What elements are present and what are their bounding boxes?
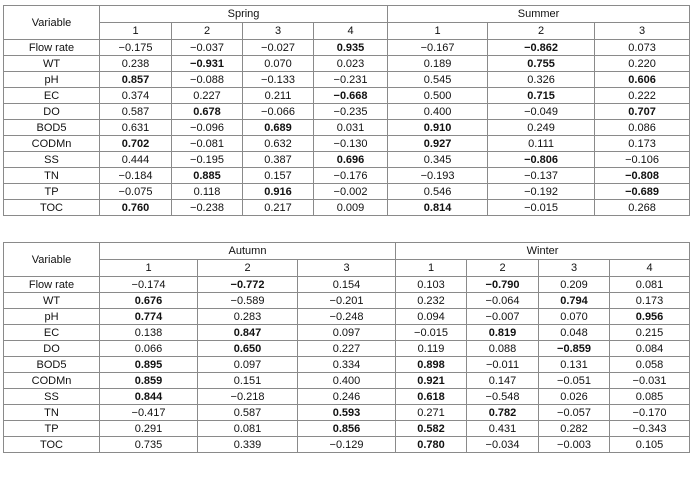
loading-cell: −0.201: [298, 293, 396, 309]
loading-cell: −0.184: [100, 168, 172, 184]
loading-cell: −0.106: [595, 152, 690, 168]
loading-cell: 0.631: [100, 120, 172, 136]
loading-cell: −0.790: [467, 277, 539, 293]
loading-cell: 0.339: [198, 437, 298, 453]
loading-cell: −0.218: [198, 389, 298, 405]
variable-label: TP: [4, 184, 100, 200]
variable-label: EC: [4, 325, 100, 341]
loading-cell: −0.031: [610, 373, 690, 389]
variable-label: TN: [4, 405, 100, 421]
loading-cell: −0.075: [100, 184, 172, 200]
spring-summer-loadings-table: [3, 5, 690, 216]
loading-cell: 0.085: [610, 389, 690, 405]
variable-label: WT: [4, 56, 100, 72]
loading-cell: −0.689: [595, 184, 690, 200]
table-row: [4, 56, 690, 72]
loading-cell: 0.819: [467, 325, 539, 341]
variable-label: CODMn: [4, 136, 100, 152]
loading-cell: 0.222: [595, 88, 690, 104]
loading-cell: 0.856: [298, 421, 396, 437]
variable-label: EC: [4, 88, 100, 104]
loading-cell: 0.189: [388, 56, 488, 72]
loading-cell: 0.111: [488, 136, 595, 152]
loading-cell: −0.088: [172, 72, 243, 88]
loading-cell: 0.066: [100, 341, 198, 357]
factor-header: 4: [314, 23, 388, 40]
factor-header: 1: [396, 260, 467, 277]
loading-cell: 0.814: [388, 200, 488, 216]
loading-cell: −0.137: [488, 168, 595, 184]
variable-label: TN: [4, 168, 100, 184]
loading-cell: −0.931: [172, 56, 243, 72]
variable-label: DO: [4, 341, 100, 357]
loading-cell: 0.582: [396, 421, 467, 437]
loading-cell: 0.755: [488, 56, 595, 72]
loading-cell: −0.064: [467, 293, 539, 309]
loading-cell: 0.157: [243, 168, 314, 184]
loading-cell: −0.862: [488, 40, 595, 56]
loading-cell: 0.326: [488, 72, 595, 88]
table-row: [4, 136, 690, 152]
loading-cell: 0.794: [539, 293, 610, 309]
loading-cell: 0.935: [314, 40, 388, 56]
loading-cell: 0.232: [396, 293, 467, 309]
loading-cell: 0.676: [100, 293, 198, 309]
loading-cell: 0.927: [388, 136, 488, 152]
loading-cell: −0.548: [467, 389, 539, 405]
table-row: [4, 184, 690, 200]
factor-header: 2: [467, 260, 539, 277]
loading-cell: 0.215: [610, 325, 690, 341]
table-row: [4, 325, 690, 341]
table-row: [4, 104, 690, 120]
variable-label: SS: [4, 152, 100, 168]
loading-cell: −0.192: [488, 184, 595, 200]
loading-cell: 0.678: [172, 104, 243, 120]
loading-cell: 0.073: [595, 40, 690, 56]
season-header-summer: Summer: [388, 6, 690, 23]
table-row: [4, 421, 690, 437]
variable-label: BOD5: [4, 120, 100, 136]
season-header-spring: Spring: [100, 6, 388, 23]
loading-cell: 0.249: [488, 120, 595, 136]
loading-cell: 0.844: [100, 389, 198, 405]
loading-cell: 0.070: [539, 309, 610, 325]
loading-cell: 0.618: [396, 389, 467, 405]
loading-cell: 0.271: [396, 405, 467, 421]
factor-header: 1: [100, 23, 172, 40]
loading-cell: 0.956: [610, 309, 690, 325]
loading-cell: −0.231: [314, 72, 388, 88]
loading-cell: 0.246: [298, 389, 396, 405]
variable-label: TP: [4, 421, 100, 437]
table-row: [4, 309, 690, 325]
loading-cell: 0.138: [100, 325, 198, 341]
loading-cell: −0.057: [539, 405, 610, 421]
factor-header: 3: [539, 260, 610, 277]
loading-cell: −0.027: [243, 40, 314, 56]
loading-cell: −0.066: [243, 104, 314, 120]
loading-cell: 0.702: [100, 136, 172, 152]
table-row: [4, 405, 690, 421]
loading-cell: 0.650: [198, 341, 298, 357]
loading-cell: −0.081: [172, 136, 243, 152]
loading-cell: 0.500: [388, 88, 488, 104]
loading-cell: −0.015: [488, 200, 595, 216]
variable-label: WT: [4, 293, 100, 309]
loading-cell: 0.545: [388, 72, 488, 88]
variable-label: TOC: [4, 437, 100, 453]
loading-cell: 0.632: [243, 136, 314, 152]
loading-cell: 0.031: [314, 120, 388, 136]
loading-cell: −0.176: [314, 168, 388, 184]
loading-cell: 0.291: [100, 421, 198, 437]
loading-cell: −0.130: [314, 136, 388, 152]
loading-cell: −0.248: [298, 309, 396, 325]
loading-cell: −0.589: [198, 293, 298, 309]
loading-cell: −0.806: [488, 152, 595, 168]
table-row: [4, 277, 690, 293]
variable-label: SS: [4, 389, 100, 405]
loading-cell: −0.037: [172, 40, 243, 56]
loading-cell: 0.084: [610, 341, 690, 357]
loading-cell: 0.587: [198, 405, 298, 421]
loading-cell: −0.195: [172, 152, 243, 168]
loading-cell: 0.009: [314, 200, 388, 216]
variable-label: TOC: [4, 200, 100, 216]
loading-cell: 0.898: [396, 357, 467, 373]
loading-cell: 0.593: [298, 405, 396, 421]
loading-cell: −0.417: [100, 405, 198, 421]
loading-cell: −0.096: [172, 120, 243, 136]
loading-cell: 0.735: [100, 437, 198, 453]
table-row: [4, 120, 690, 136]
loading-cell: 0.070: [243, 56, 314, 72]
factor-header: 3: [595, 23, 690, 40]
loading-cell: −0.174: [100, 277, 198, 293]
loading-cell: 0.895: [100, 357, 198, 373]
loading-cell: −0.343: [610, 421, 690, 437]
loading-cell: 0.334: [298, 357, 396, 373]
loading-cell: −0.007: [467, 309, 539, 325]
season-header-autumn: Autumn: [100, 243, 396, 260]
loading-cell: 0.885: [172, 168, 243, 184]
loading-cell: 0.546: [388, 184, 488, 200]
loading-cell: 0.431: [467, 421, 539, 437]
loading-cell: 0.131: [539, 357, 610, 373]
factor-header: 1: [388, 23, 488, 40]
loading-cell: 0.268: [595, 200, 690, 216]
variable-label: Flow rate: [4, 40, 100, 56]
loading-cell: −0.015: [396, 325, 467, 341]
variable-label: CODMn: [4, 373, 100, 389]
table-row: [4, 200, 690, 216]
loading-cell: 0.217: [243, 200, 314, 216]
loading-cell: −0.002: [314, 184, 388, 200]
loading-cell: 0.400: [298, 373, 396, 389]
loading-cell: 0.094: [396, 309, 467, 325]
loading-cell: −0.034: [467, 437, 539, 453]
table-row: [4, 373, 690, 389]
loading-cell: 0.587: [100, 104, 172, 120]
loading-cell: −0.808: [595, 168, 690, 184]
variable-label: pH: [4, 72, 100, 88]
loading-cell: 0.097: [198, 357, 298, 373]
loading-cell: 0.173: [595, 136, 690, 152]
loading-cell: 0.910: [388, 120, 488, 136]
loading-cell: 0.105: [610, 437, 690, 453]
loading-cell: 0.220: [595, 56, 690, 72]
variable-label: DO: [4, 104, 100, 120]
loading-cell: −0.859: [539, 341, 610, 357]
loading-cell: 0.103: [396, 277, 467, 293]
loading-cell: −0.235: [314, 104, 388, 120]
loading-cell: 0.345: [388, 152, 488, 168]
loading-cell: −0.668: [314, 88, 388, 104]
loading-cell: −0.193: [388, 168, 488, 184]
table-row: [4, 341, 690, 357]
loading-cell: 0.859: [100, 373, 198, 389]
loading-cell: 0.857: [100, 72, 172, 88]
loading-cell: 0.173: [610, 293, 690, 309]
table-row: [4, 152, 690, 168]
factor-header: 3: [243, 23, 314, 40]
loading-cell: 0.211: [243, 88, 314, 104]
table-row: [4, 389, 690, 405]
loading-cell: −0.003: [539, 437, 610, 453]
loading-cell: 0.707: [595, 104, 690, 120]
loading-cell: 0.119: [396, 341, 467, 357]
table-row: [4, 72, 690, 88]
loading-cell: 0.400: [388, 104, 488, 120]
loading-cell: 0.023: [314, 56, 388, 72]
loading-cell: 0.715: [488, 88, 595, 104]
factor-header: 2: [488, 23, 595, 40]
loading-cell: 0.782: [467, 405, 539, 421]
loading-cell: 0.227: [298, 341, 396, 357]
loading-cell: 0.058: [610, 357, 690, 373]
loading-cell: 0.086: [595, 120, 690, 136]
loading-cell: 0.780: [396, 437, 467, 453]
variable-header: Variable: [4, 243, 100, 277]
loading-cell: 0.026: [539, 389, 610, 405]
variable-label: Flow rate: [4, 277, 100, 293]
table-row: [4, 437, 690, 453]
table-row: [4, 293, 690, 309]
loading-cell: −0.133: [243, 72, 314, 88]
loading-cell: 0.696: [314, 152, 388, 168]
loading-cell: 0.081: [610, 277, 690, 293]
loading-cell: 0.147: [467, 373, 539, 389]
loading-cell: −0.051: [539, 373, 610, 389]
variable-header: Variable: [4, 6, 100, 40]
loading-cell: −0.238: [172, 200, 243, 216]
factor-header: 3: [298, 260, 396, 277]
loading-cell: 0.760: [100, 200, 172, 216]
loading-cell: −0.175: [100, 40, 172, 56]
variable-label: pH: [4, 309, 100, 325]
variable-label: BOD5: [4, 357, 100, 373]
loading-cell: 0.227: [172, 88, 243, 104]
loading-cell: −0.011: [467, 357, 539, 373]
factor-header: 1: [100, 260, 198, 277]
loading-cell: 0.088: [467, 341, 539, 357]
loading-cell: 0.048: [539, 325, 610, 341]
loading-cell: −0.129: [298, 437, 396, 453]
loading-cell: 0.921: [396, 373, 467, 389]
loading-cell: 0.209: [539, 277, 610, 293]
loading-cell: 0.689: [243, 120, 314, 136]
loading-cell: −0.049: [488, 104, 595, 120]
loading-cell: −0.170: [610, 405, 690, 421]
loading-cell: 0.283: [198, 309, 298, 325]
loading-cell: 0.774: [100, 309, 198, 325]
loading-cell: 0.151: [198, 373, 298, 389]
factor-header: 2: [172, 23, 243, 40]
loading-cell: 0.081: [198, 421, 298, 437]
loading-cell: 0.282: [539, 421, 610, 437]
loading-cell: −0.772: [198, 277, 298, 293]
loading-cell: 0.118: [172, 184, 243, 200]
table-row: [4, 168, 690, 184]
loading-cell: 0.238: [100, 56, 172, 72]
autumn-winter-loadings-table: [3, 242, 690, 453]
table-row: [4, 40, 690, 56]
table-row: [4, 357, 690, 373]
loading-cell: 0.097: [298, 325, 396, 341]
loading-cell: 0.387: [243, 152, 314, 168]
table-row: [4, 88, 690, 104]
loading-cell: 0.606: [595, 72, 690, 88]
loading-cell: 0.916: [243, 184, 314, 200]
factor-header: 2: [198, 260, 298, 277]
loading-cell: −0.167: [388, 40, 488, 56]
loading-cell: 0.847: [198, 325, 298, 341]
season-header-winter: Winter: [396, 243, 690, 260]
loading-cell: 0.444: [100, 152, 172, 168]
loading-cell: 0.374: [100, 88, 172, 104]
factor-header: 4: [610, 260, 690, 277]
loading-cell: 0.154: [298, 277, 396, 293]
